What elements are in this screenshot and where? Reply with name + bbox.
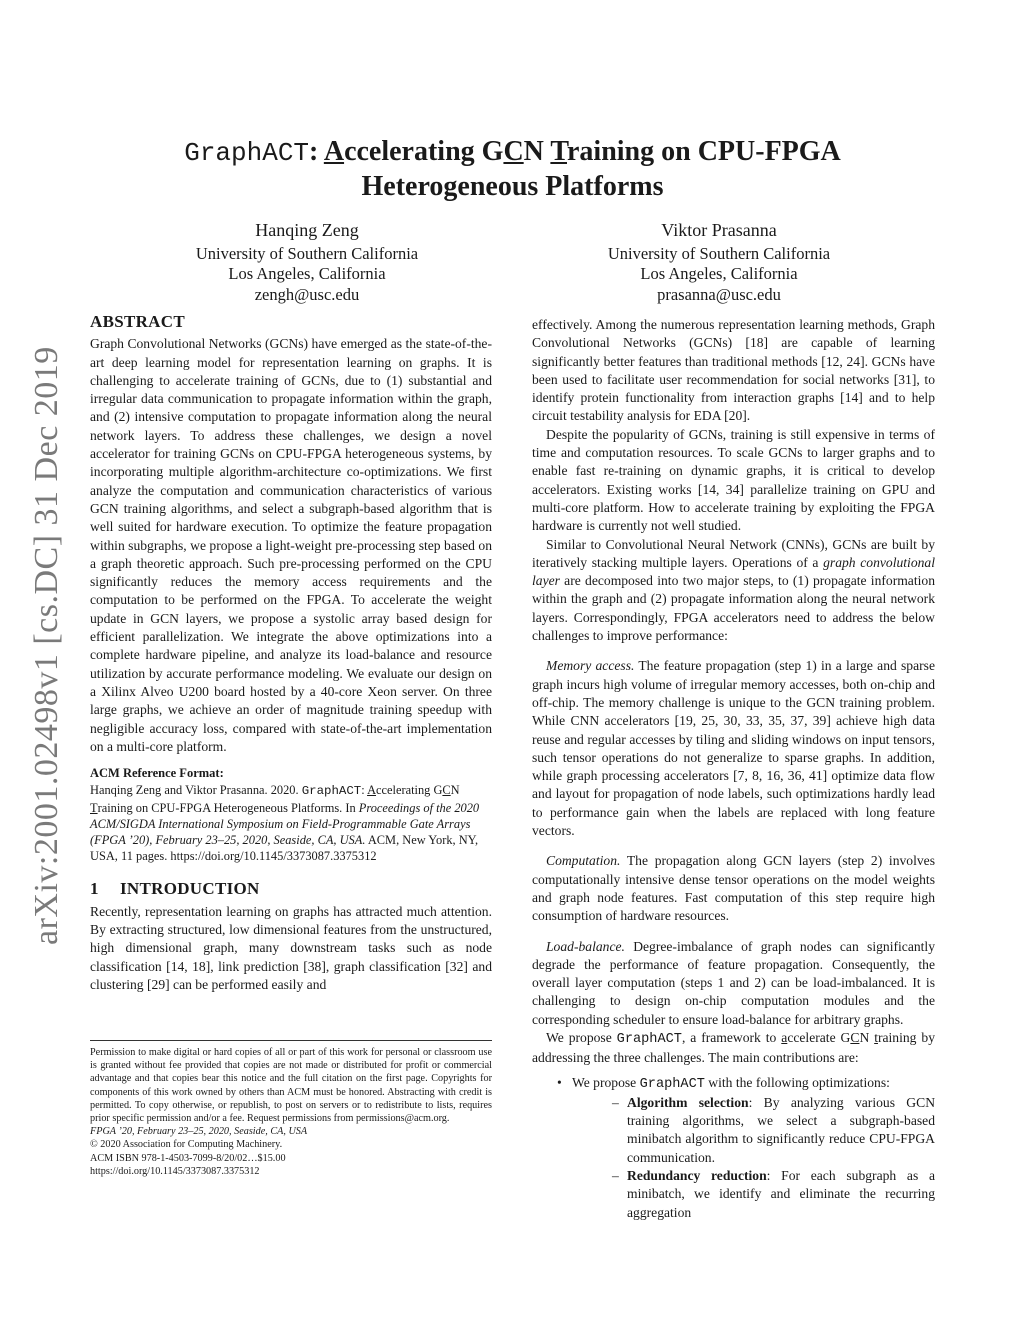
acm-ref-text: [90, 782, 492, 864]
sub-item-label: Algorithm selection: [627, 1094, 749, 1110]
memory-access-paragraph: [532, 657, 935, 840]
memory-access-text: The feature propagation (step 1) in a large and sparse graph incurs high volume of irregular memory accesses, both on-chip and off-chip. The memory challenge is unique to the GCN training problem. While CNN accelerators [19, 25, 30, 33, 35, 37, 39] achieve high data reuse and regular accesses by tiling and sliding windows on input tensors, such tensor operations do not generalize to sparse graphs. In addition, while graph processing accelerators [7, 8, 16, 36, 41] optimize data flow and layout for propagation of node labels, such optimizations hardly lead to performance gain when the labels are replaced with long feature vectors.: [532, 658, 935, 839]
intro-title: INTRODUCTION: [120, 879, 260, 899]
proposal-acronym-t: t: [874, 1029, 878, 1045]
acm-ref-system-name: GraphACT: [301, 784, 362, 799]
acm-ref-title-rest: raining on CPU-FPGA Heterogeneous Platforms. In: [97, 800, 359, 815]
abstract-heading: ABSTRACT: [90, 312, 185, 331]
acm-ref-colon: :: [361, 783, 368, 798]
arxiv-stamp: arXiv:2001.02498v1 [cs.DC] 31 Dec 2019: [28, 346, 65, 945]
proposal-text-c: ccelerate G: [787, 1029, 851, 1045]
list-item: [572, 1167, 935, 1222]
title-acronym-c: C: [503, 136, 524, 167]
author-affiliation: University of Southern California: [607, 243, 831, 263]
sub-item-text: : For each subgraph as a minibatch, we identify and eliminate the recurring aggregation: [627, 1168, 935, 1220]
proposal-system-name: GraphACT: [616, 1031, 682, 1047]
proposal-text-a: We propose: [546, 1029, 617, 1045]
author-location: Los Angeles, California: [640, 264, 798, 283]
abstract-text: Graph Convolutional Networks (GCNs) have emerged as the state-of-the-art deep learning model for representation learning on graphs. It is challenging to accelerate training of GCNs, due to (1) substantial and irregular data communication to propagate information within the graph, and (2) intensive computation to propagate information along the neural network layers. To address these challenges, we design a novel accelerator for training GCNs on CPU-FPGA heterogeneous systems, by incorporating multiple algorithm-architecture co-optimizations. We first analyze the computation and communication characteristics of various GCN training algorithms, and select a subgraph-based algorithm that is well suited for hardware execution. To optimize the feature propagation within subgraphs, we propose a light-weight pre-processing step based on a graph theoretic approach. Such pre-processing performed on the CPU significantly reduces the memory access requirements and the computation to be performed on the FPGA. To accelerate the weight update in GCN layers, we propose a systolic array based design for efficient parallelization. We integrate the above optimizations into a complete hardware pipeline, and analyze its load-balance and resource utilization by accurate performance modeling. We evaluate our design on a Xilinx Alveo U200 board hosted by a 40-core Xeon server. On three large graphs, we achieve an order of magnitude training speedup with negligible accuracy loss, compared with state-of-the-art implementation on a multi-core platform.: [90, 336, 492, 754]
title-acronym-a: A: [323, 136, 345, 167]
computation-text: The propagation along GCN layers (step 2) involves computationally intensive dense tensor operations on the model weights and graph node features. Fast computation of this step require high consumption of hardware resources.: [532, 853, 935, 924]
author-name: Hanqing Zeng: [255, 220, 359, 240]
acm-ref-acronym-t: T: [90, 800, 98, 815]
load-balance-paragraph: [532, 938, 935, 1029]
footnote-isbn: ACM ISBN 978-1-4503-7099-8/20/02…$15.00: [90, 1152, 286, 1164]
p3-term: graph convolutional layer: [532, 554, 935, 589]
title-letter-g: G: [481, 136, 504, 167]
author-block-2: [554, 220, 884, 305]
load-balance-label: Load-balance.: [546, 938, 625, 954]
computation-label: Computation.: [546, 853, 621, 869]
computation-paragraph: [532, 852, 935, 925]
author-location: Los Angeles, California: [228, 264, 386, 283]
title-acronym-t: T: [550, 136, 567, 167]
proposal-acronym-c: C: [850, 1029, 860, 1045]
list-item: [532, 1074, 935, 1222]
author-affiliation: University of Southern California: [195, 243, 419, 263]
author-email[interactable]: prasanna@usc.edu: [657, 284, 781, 304]
title-line-1: [120, 135, 905, 170]
permission-footnote: [90, 1040, 492, 1178]
bullet-system-name: GraphACT: [639, 1076, 705, 1092]
right-paragraph-3: [532, 536, 935, 646]
load-balance-text: Degree-imbalance of graph nodes can significantly degrade the performance of feature propagation. Consequently, the overall layer computation (steps 1 and 2) can be load-imbalanced. It is challenging to design on-chip computation modules and the corresponding scheduler to ensure load-balance for arbitrary graphs.: [532, 938, 935, 1027]
proposal-paragraph: [532, 1029, 935, 1068]
acm-ref-tail: ACM, New York, NY, USA, 11 pages. https://doi.org/10.1145/3373087.3375312: [90, 833, 479, 864]
intro-heading: [90, 880, 492, 898]
paragraph-gap: [532, 645, 935, 657]
acm-ref-letter-n: N: [450, 783, 460, 798]
acm-ref-acronym-a: A: [367, 783, 377, 798]
acm-ref-proceedings: Proceedings of the 2020 ACM/SIGDA International Symposium on Field-Programmable Gate Arrays (FPGA ’20), February 23–25, 2020, Seaside, CA, USA.: [90, 800, 480, 848]
title-system-name: GraphACT: [184, 138, 310, 168]
right-paragraph-2: Despite the popularity of GCNs, training is still expensive in terms of time and computation resources. To scale GCNs to larger graphs and to enable fast re-training on dynamic graphs, it is critical to develop accelerators. Existing works [14, 34] parallelize training on GPU and multi-core platform. How to accelerate training by exploiting the FPGA hardware is currently not well studied.: [532, 426, 935, 534]
paragraph-gap: [532, 840, 935, 852]
contribution-list: [532, 1074, 935, 1222]
sub-item-label: Redundancy reduction: [627, 1168, 767, 1184]
acm-ref-acronym-c: C: [442, 783, 451, 798]
proposal-text-d: N: [859, 1029, 875, 1045]
title-word-training: raining on CPU-FPGA: [567, 136, 841, 167]
intro-paragraph-1: Recently, representation learning on graphs has attracted much attention. By extracting structured, low dimensional features from the unstructured, high dimensional graph, many downstream tasks such as node classification [14, 18], link prediction [38], graph classification [32] and clustering [29] can be performed easily and: [90, 903, 492, 992]
paragraph-gap: [532, 926, 935, 938]
footnote-copyright: © 2020 Association for Computing Machinery.: [90, 1139, 283, 1151]
proposal-text-b: , a framework to: [681, 1029, 782, 1045]
right-column: [532, 316, 935, 1222]
list-item: [572, 1094, 935, 1167]
author-email[interactable]: zengh@usc.edu: [254, 284, 360, 304]
p3-text-a: Similar to Convolutional Neural Network (CNNs), GCNs are built by iteratively stacking multiple layers. Operations of a: [532, 536, 935, 570]
footnote-rule: [90, 1040, 492, 1041]
footnote-venue: FPGA ’20, February 23–25, 2020, Seaside, CA, USA: [90, 1126, 308, 1138]
bullet-text-a: We propose: [572, 1074, 640, 1090]
acm-ref-authors: Hanqing Zeng and Viktor Prasanna. 2020.: [90, 783, 302, 798]
title-word-accelerating: ccelerating: [344, 136, 482, 167]
title-line-2: Heterogeneous Platforms: [361, 171, 664, 202]
bullet-text-b: with the following optimizations:: [704, 1074, 890, 1090]
proposal-text-e: raining by addressing the three challenges. The main contributions are:: [532, 1029, 935, 1066]
acm-ref-word: ccelerating G: [376, 783, 443, 798]
author-name: Viktor Prasanna: [661, 220, 777, 240]
sub-item-text: : By analyzing various GCN training algorithms, we select a subgraph-based minibatch algorithm to significantly reduce CPU-FPGA communication.: [627, 1094, 936, 1165]
right-paragraph-1: effectively. Among the numerous representation learning methods, Graph Convolutional Networks (GCNs) [18] are capable of learning significantly better features than traditional methods [12, 24]. GCNs have been used to facilitate user recommendation for social networks [31], to identify protein functionality from interaction graphs [14] and to help circuit testability analysis for EDA [20].: [532, 317, 935, 424]
proposal-acronym-a: a: [781, 1029, 788, 1045]
intro-number: 1: [90, 879, 99, 899]
paper-title: [120, 135, 905, 204]
footnote-doi[interactable]: https://doi.org/10.1145/3373087.3375312: [90, 1165, 260, 1177]
memory-access-label: Memory access.: [546, 658, 635, 674]
title-letter-n: N: [523, 136, 551, 167]
sub-list: [572, 1094, 935, 1222]
p3-text-c: are decomposed into two major steps, to (1) propagate information within the graph and (2) propagate information along the neural network layers. Correspondingly, FPGA accelerators need to address the below challenges to improve performance:: [532, 573, 935, 644]
left-column: [90, 313, 492, 994]
author-block-1: [142, 220, 472, 305]
footnote-permission: Permission to make digital or hard copies of all or part of this work for personal or classroom use is granted without fee provided that copies are not made or distributed for profit or commercial advantage and that copies bear this notice and the full citation on the first page. Copyrights for components of this work owned by others than ACM must be honored. Abstracting with credit is permitted. To copy otherwise, or republish, to post on servers or to redistribute to lists, requires prior specific permission and/or a fee. Request permissions from permissions@acm.org.: [90, 1047, 492, 1125]
acm-ref-heading: ACM Reference Format:: [90, 766, 224, 781]
title-colon: :: [309, 136, 324, 167]
